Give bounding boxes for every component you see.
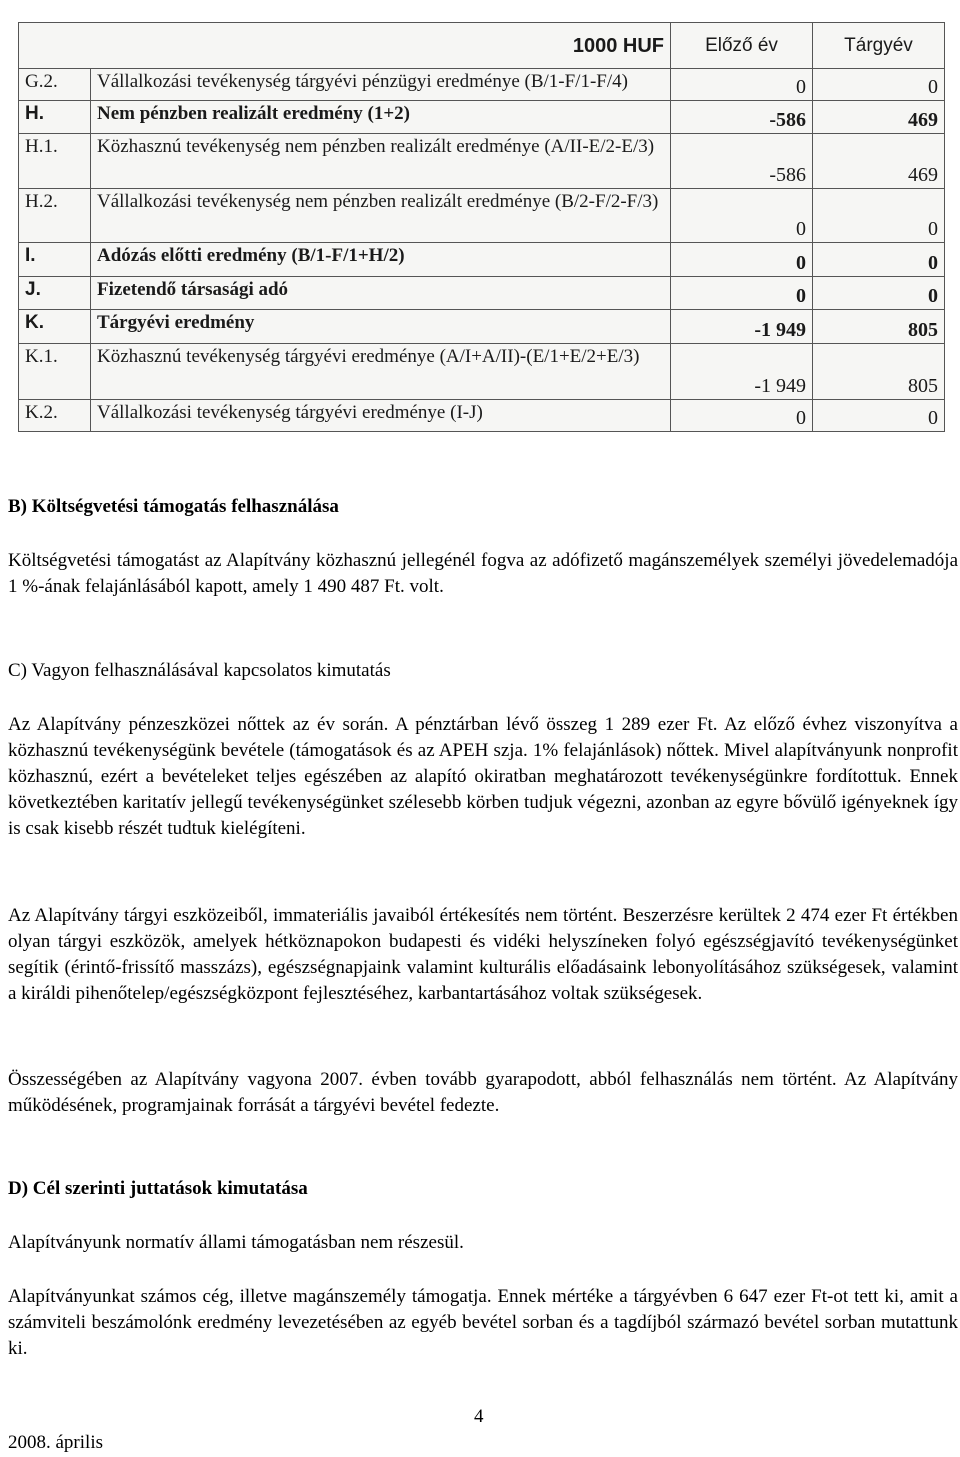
table-row (19, 100, 945, 134)
header-previous-year: Előző év (671, 23, 813, 69)
table-row (19, 69, 945, 100)
row-current-value: 0 (813, 243, 945, 277)
results-table (18, 22, 945, 432)
section-c-paragraph-3: Összességében az Alapítvány vagyona 2007. évben tovább gyarapodott, abból felhasználás nem történt. Az Alapítvány működésének, programjainak forrását a tárgyévi bevétel fedezte. (8, 1069, 958, 1116)
table-row (19, 276, 945, 310)
footer-date: 2008. április (8, 1432, 103, 1453)
row-code: K.2. (19, 400, 91, 432)
row-current-value: 0 (813, 400, 945, 432)
table-row (19, 343, 945, 400)
row-current-value: 0 (813, 188, 945, 243)
page-number: 4 (474, 1406, 484, 1427)
table-row (19, 400, 945, 432)
section-b-body (8, 548, 958, 600)
row-code: G.2. (19, 69, 91, 100)
table-row (19, 134, 945, 189)
row-previous-value: 0 (671, 188, 813, 243)
row-code: J. (19, 276, 91, 310)
row-code: H. (19, 100, 91, 134)
row-current-value: 469 (813, 134, 945, 189)
row-previous-value: 0 (671, 69, 813, 100)
section-b (8, 494, 958, 520)
row-previous-value: -586 (671, 100, 813, 134)
scanned-results-table (18, 22, 944, 432)
table-row (19, 310, 945, 344)
row-previous-value: -1 949 (671, 343, 813, 400)
row-current-value: 805 (813, 310, 945, 344)
row-previous-value: -1 949 (671, 310, 813, 344)
row-description: Nem pénzben realizált eredmény (1+2) (91, 100, 671, 134)
row-description: Közhasznú tevékenység tárgyévi eredménye (A/I+A/II)-(E/1+E/2+E/3) (91, 343, 671, 400)
section-d-paragraph-2: Alapítványunkat számos cég, illetve magánszemély támogatja. Ennek mértéke a tárgyévben 6 647 ezer Ft-ot tett ki, amit a számviteli beszámolónk eredmény levezetésében az egyéb bevétel sorban és a tagdíjból származó bevétel sorban mutattunk ki. (8, 1286, 958, 1359)
table-row (19, 243, 945, 277)
section-c-paragraph-1: Az Alapítvány pénzeszközei nőttek az év során. A pénztárban lévő összeg 1 289 ezer Ft. Az előző évhez viszonyítva a közhasznú tevékenységünk bevétele (támogatások és az APEH szja. 1% felajánlások) nőttek. Mivel alapítványunk nonprofit közhasznú, ezért a bevételeket teljes egészében az alapító okiratban meghatározott tevékenységünkre fordítottuk. Ennek következtében karitatív jellegű tevékenységünket szélesebb körben tudjuk végezni, azonban az egyre bővülő igényeknek így is csak kisebb részét tudtuk kielégíteni. (8, 714, 958, 839)
row-previous-value: 0 (671, 243, 813, 277)
section-c-body-2 (8, 903, 958, 1007)
section-c (8, 658, 958, 684)
section-b-heading: B) Költségvetési támogatás felhasználása (8, 496, 339, 517)
row-current-value: 0 (813, 69, 945, 100)
row-description: Fizetendő társasági adó (91, 276, 671, 310)
section-c-body (8, 712, 958, 842)
section-d (8, 1176, 958, 1202)
section-c-paragraph-2: Az Alapítvány tárgyi eszközeiből, immateriális javaiból értékesítés nem történt. Beszerzésre kerültek 2 474 ezer Ft értékben olyan tárgyi eszközök, amelyek hétköznapokon budapesti és vidéki helyszíneken folyó egészségjavító tevékenységünket segítik (érintő-frissítő masszázs), egészségnapjaink valamint kulturális előadásaink lebonyolításához szükségesek, valamint a királdi pihenőtelep/egészségközpont fejlesztéséhez, karbantartásához voltak szükségesek. (8, 905, 958, 1004)
section-b-paragraph: Költségvetési támogatást az Alapítvány közhasznú jellegénél fogva az adófizető magánszemélyek személyi jövedelemadója 1 %-ának felajánlásából kapott, amely 1 490 487 Ft. volt. (8, 550, 958, 597)
row-previous-value: -586 (671, 134, 813, 189)
row-current-value: 805 (813, 343, 945, 400)
row-description: Vállalkozási tevékenység tárgyévi pénzügyi eredménye (B/1-F/1-F/4) (91, 69, 671, 100)
table-row (19, 188, 945, 243)
row-previous-value: 0 (671, 276, 813, 310)
section-d-heading: D) Cél szerinti juttatások kimutatása (8, 1178, 308, 1199)
row-code: I. (19, 243, 91, 277)
row-previous-value: 0 (671, 400, 813, 432)
row-code: K.1. (19, 343, 91, 400)
header-current-year: Tárgyév (813, 23, 945, 69)
row-current-value: 469 (813, 100, 945, 134)
table-header-row (19, 23, 945, 69)
section-c-heading: C) Vagyon felhasználásával kapcsolatos kimutatás (8, 660, 391, 681)
row-description: Adózás előtti eredmény (B/1-F/1+H/2) (91, 243, 671, 277)
section-d-body-2 (8, 1284, 958, 1362)
row-code: K. (19, 310, 91, 344)
row-description: Tárgyévi eredmény (91, 310, 671, 344)
row-description: Vállalkozási tevékenység tárgyévi eredménye (I-J) (91, 400, 671, 432)
header-unit: 1000 HUF (91, 23, 671, 69)
row-code: H.2. (19, 188, 91, 243)
section-d-body (8, 1230, 958, 1256)
section-d-paragraph-1: Alapítványunk normatív állami támogatásban nem részesül. (8, 1232, 464, 1253)
row-description: Közhasznú tevékenység nem pénzben realizált eredménye (A/II-E/2-E/3) (91, 134, 671, 189)
row-description: Vállalkozási tevékenység nem pénzben realizált eredménye (B/2-F/2-F/3) (91, 188, 671, 243)
row-current-value: 0 (813, 276, 945, 310)
section-c-body-3 (8, 1067, 958, 1119)
row-code: H.1. (19, 134, 91, 189)
